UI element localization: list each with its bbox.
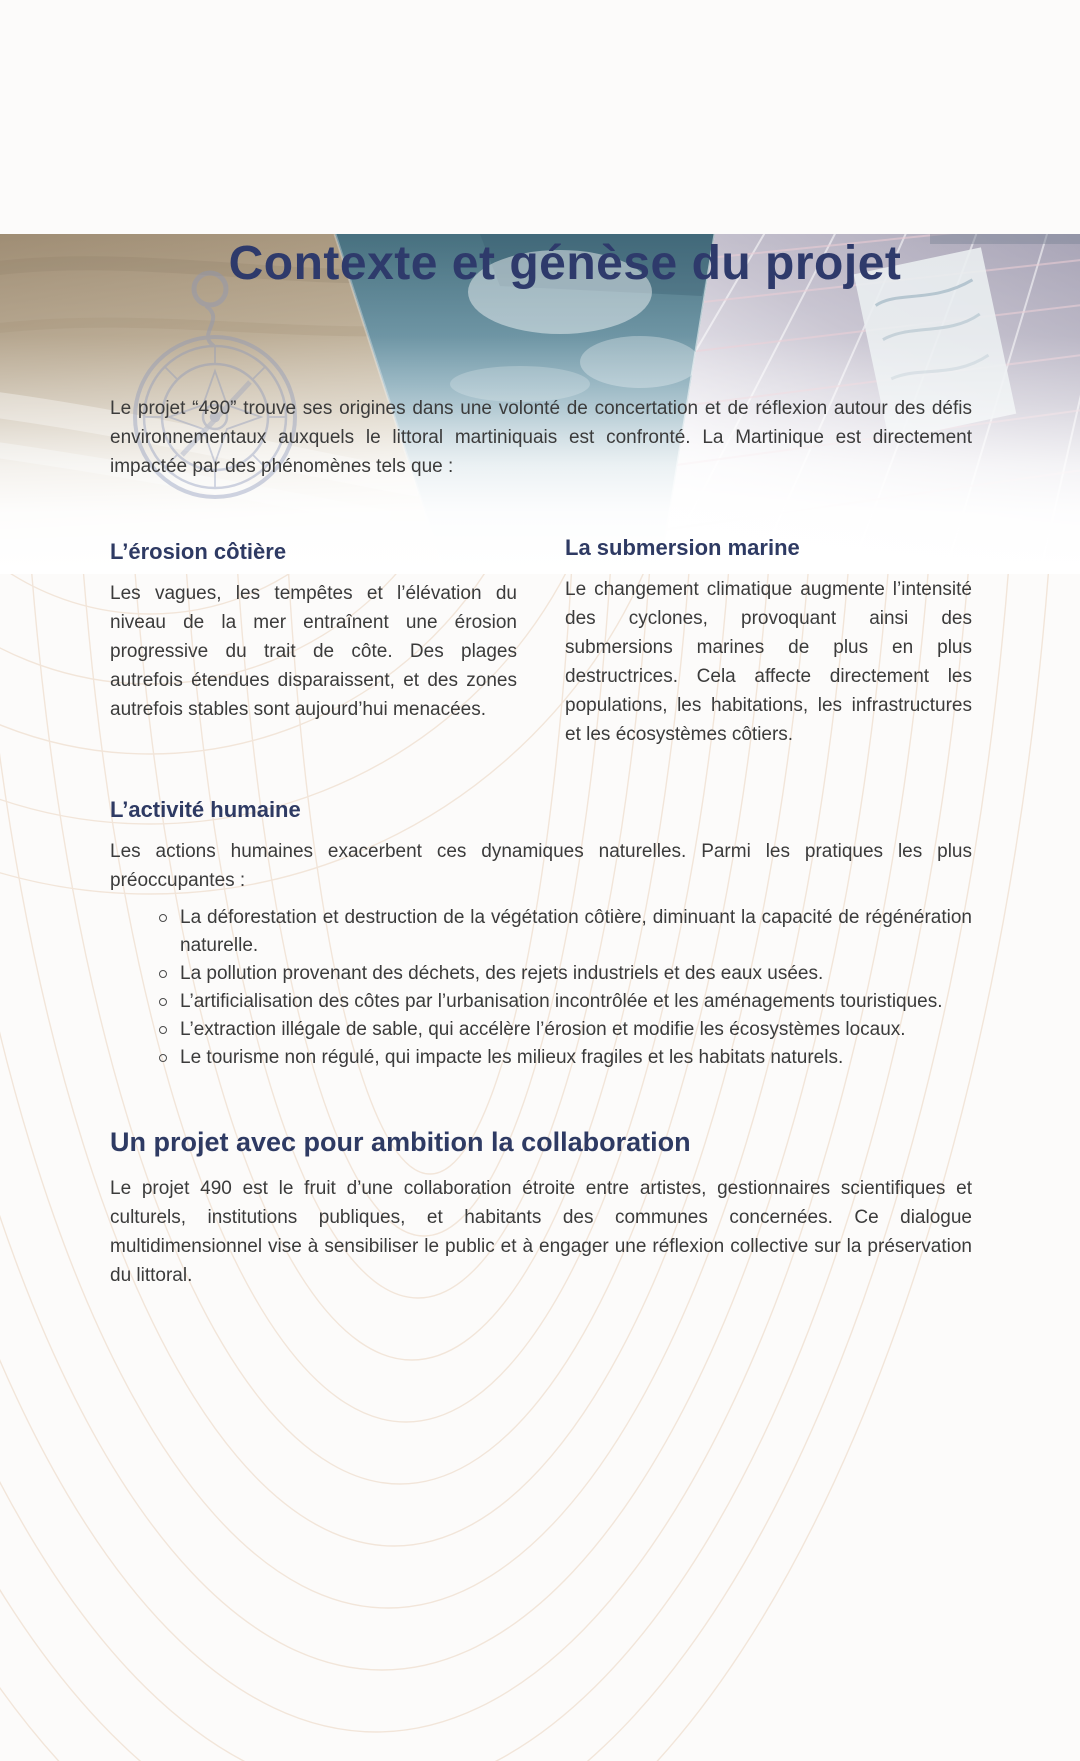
bullet-text: L’artificialisation des côtes par l’urbanisation incontrôlée et les aménagements touristiques. — [180, 991, 943, 1012]
submersion-body: Le changement climatique augmente l’intensité des cyclones, provoquant ainsi des submersions marines de plus en plus destructrices. Cela affecte directement les populations, les habitations, les infrastructures et les écosystèmes côtiers. — [565, 579, 972, 745]
bullet-icon — [159, 998, 167, 1006]
bullet-icon — [159, 1026, 167, 1034]
section-submersion — [565, 535, 972, 749]
erosion-body: Les vagues, les tempêtes et l’élévation du niveau de la mer entraînent une érosion progressive du trait de côte. Des plages autrefois étendues disparaissent, et des zones autrefois stables sont aujourd’hui menacées. — [110, 583, 517, 720]
phenomena-columns — [110, 535, 972, 749]
section-collaboration — [110, 1126, 972, 1290]
document-page — [0, 234, 1080, 1290]
bullet-text: La pollution provenant des déchets, des rejets industriels et des eaux usées. — [180, 963, 824, 984]
collaboration-body: Le projet 490 est le fruit d’une collaboration étroite entre artistes, gestionnaires scientifiques et culturels, institutions publiques, et habitants des communes concernées. Ce dialogue multidimensionnel vise à sensibiliser le public et à engager une réflexion collective sur la préservation du littoral. — [110, 1178, 972, 1286]
collaboration-heading: Un projet avec pour ambition la collaboration — [110, 1127, 691, 1157]
bullet-icon — [159, 970, 167, 978]
intro-paragraph: Le projet “490” trouve ses origines dans une volonté de concertation et de réflexion autour des défis environnementaux auxquels le littoral martiniquais est confronté. La Martinique est directement impactée par des phénomènes tels que : — [110, 398, 972, 477]
submersion-heading: La submersion marine — [565, 535, 800, 560]
list-item — [156, 960, 972, 988]
bullet-icon — [159, 1054, 167, 1062]
activite-bullet-list — [156, 904, 972, 1072]
bullet-icon — [159, 914, 167, 922]
section-activite-humaine — [110, 797, 972, 1072]
erosion-heading: L’érosion côtière — [110, 539, 287, 564]
page-title: Contexte et génèse du projet — [228, 237, 902, 290]
list-item — [156, 988, 972, 1016]
list-item — [156, 904, 972, 960]
activite-heading: L’activité humaine — [110, 797, 301, 822]
section-erosion — [110, 539, 517, 749]
list-item — [156, 1016, 972, 1044]
bullet-text: L’extraction illégale de sable, qui accélère l’érosion et modifie les écosystèmes locaux. — [180, 1019, 906, 1040]
activite-lead: Les actions humaines exacerbent ces dynamiques naturelles. Parmi les pratiques les plus préoccupantes : — [110, 841, 972, 891]
list-item — [156, 1044, 972, 1072]
bullet-text: Le tourisme non régulé, qui impacte les milieux fragiles et les habitats naturels. — [180, 1047, 844, 1068]
bullet-text: La déforestation et destruction de la végétation côtière, diminuant la capacité de régénération naturelle. — [180, 907, 972, 956]
